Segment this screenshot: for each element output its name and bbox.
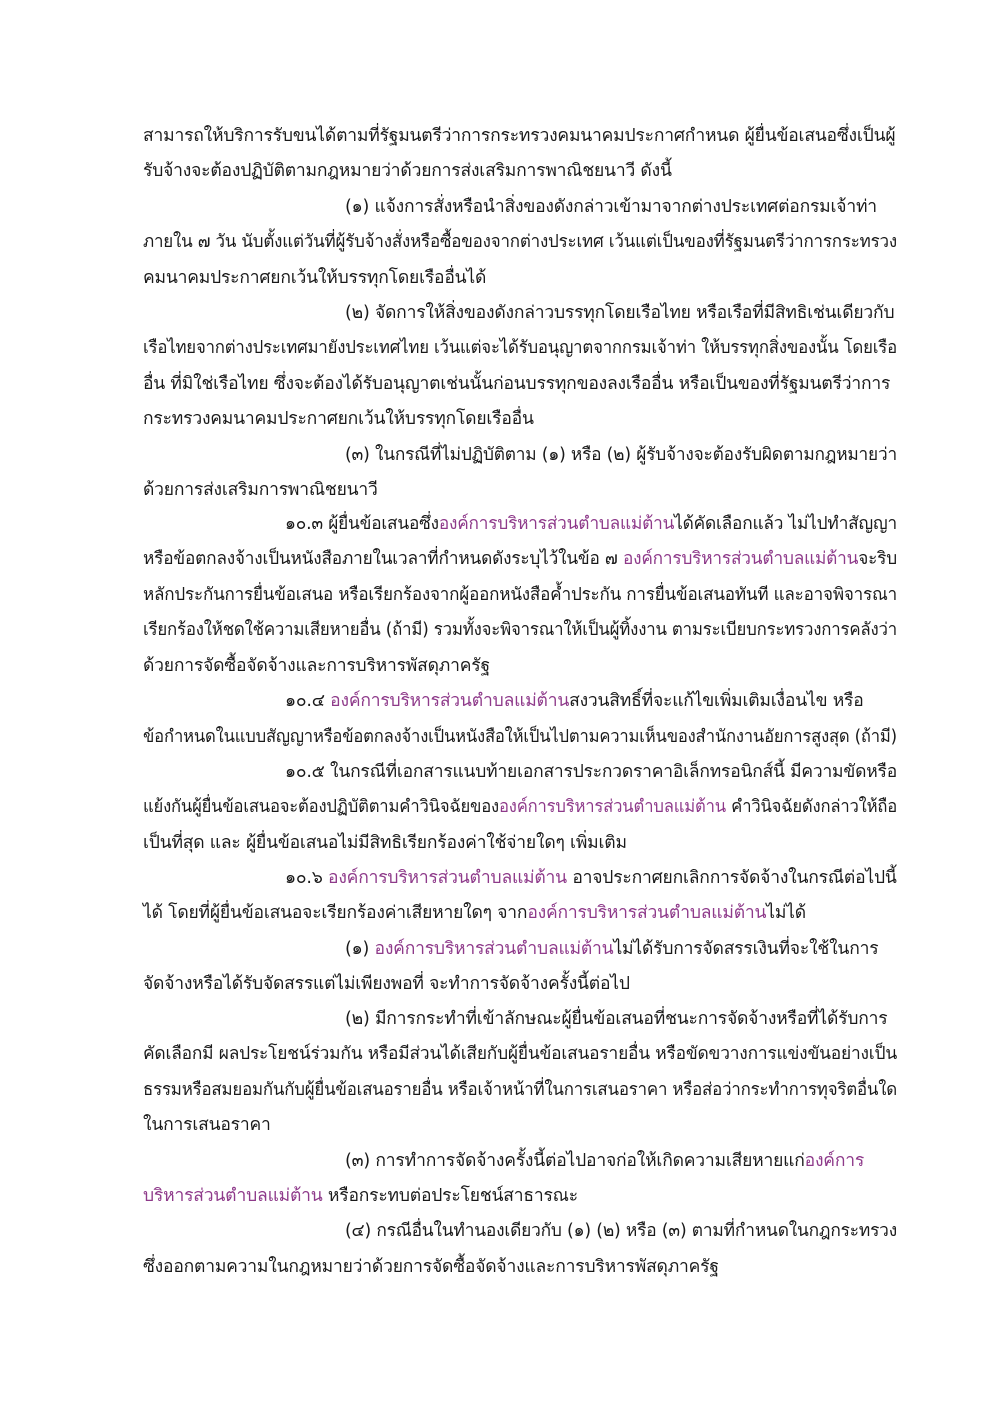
text-segment: (๑) xyxy=(345,939,375,959)
text-segment: อาจประกาศยกเลิกการจัดจ้างในกรณีต่อไปนี้ xyxy=(566,868,897,888)
text-segment: (๒) มีการกระทำที่เข้าลักษณะผู้ยื่นข้อเสนอที่ชนะการจัดจ้างหรือที่ได้รับการ xyxy=(345,1009,888,1029)
text-segment: ด้วยการจัดซื้อจัดจ้างและการบริหารพัสดุภาครัฐ xyxy=(143,656,490,676)
text-line xyxy=(143,1076,897,1104)
organization-name: องค์การ xyxy=(804,1151,865,1171)
text-segment: (๒) จัดการให้สิ่งของดังกล่าวบรรทุกโดยเรือไทย หรือเรือที่มีสิทธิเช่นเดียวกับ xyxy=(345,303,895,323)
text-line xyxy=(143,476,378,504)
text-line xyxy=(285,864,897,892)
organization-name: บริหารส่วนตำบลแม่ต้าน xyxy=(143,1186,323,1206)
text-segment: ด้วยการส่งเสริมการพาณิชยนาวี xyxy=(143,480,378,500)
text-segment: รับจ้างจะต้องปฏิบัติตามกฎหมายว่าด้วยการส่งเสริมการพาณิชยนาวี ดังนี้ xyxy=(143,161,672,181)
text-segment: ในการเสนอราคา xyxy=(143,1115,271,1135)
text-segment: ได้ โดยที่ผู้ยื่นข้อเสนอจะเรียกร้องค่าเสียหายใดๆ จาก xyxy=(143,903,528,923)
organization-name: องค์การบริหารส่วนตำบลแม่ต้าน xyxy=(498,797,726,817)
text-segment: สงวนสิทธิ์ที่จะแก้ไขเพิ่มเติมเงื่อนไข หรือ xyxy=(569,691,864,711)
text-line xyxy=(143,122,895,150)
text-line xyxy=(143,793,897,821)
text-line xyxy=(143,334,897,362)
text-segment: จะริบ xyxy=(858,549,897,569)
text-line xyxy=(143,899,806,927)
text-segment: ไม่ได้รับการจัดสรรเงินที่จะใช้ในการ xyxy=(613,939,879,959)
text-segment: กระทรวงคมนาคมประกาศยกเว้นให้บรรทุกโดยเรืออื่น xyxy=(143,409,534,429)
text-segment: ไม่ได้ xyxy=(766,903,806,923)
text-segment: (๔) กรณีอื่นในทำนองเดียวกับ (๑) (๒) หรือ (๓) ตามที่กำหนดในกฎกระทรวง xyxy=(345,1221,897,1241)
text-segment: หรือกระทบต่อประโยชน์สาธารณะ xyxy=(322,1186,578,1206)
text-line xyxy=(143,545,897,573)
text-segment: เรียกร้องให้ชดใช้ความเสียหายอื่น (ถ้ามี) รวมทั้งจะพิจารณาให้เป็นผู้ทิ้งงาน ตามระเบียบกระทรวงการคลังว่า xyxy=(143,620,898,640)
text-line xyxy=(143,1253,719,1281)
text-line xyxy=(143,157,672,185)
text-line xyxy=(143,723,897,751)
text-segment: (๓) การทำการจัดจ้างครั้งนี้ต่อไปอาจก่อให้เกิดความเสียหายแก่ xyxy=(345,1151,805,1171)
text-line xyxy=(345,193,877,221)
text-line xyxy=(143,970,630,998)
text-line xyxy=(345,1005,887,1033)
text-segment: (๑) แจ้งการสั่งหรือนำสิ่งของดังกล่าวเข้ามาจากต่างประเทศต่อกรมเจ้าท่า xyxy=(345,197,877,217)
text-segment: เรือไทยจากต่างประเทศมายังประเทศไทย เว้นแต่จะได้รับอนุญาตจากกรมเจ้าท่า ให้บรรทุกสิ่งของนั้น โดยเรือ xyxy=(143,338,897,358)
text-line xyxy=(143,829,627,857)
organization-name: องค์การบริหารส่วนตำบลแม่ต้าน xyxy=(330,691,570,711)
text-line xyxy=(143,405,534,433)
organization-name: องค์การบริหารส่วนตำบลแม่ต้าน xyxy=(622,549,859,569)
text-segment: ๑๐.๖ xyxy=(285,868,329,888)
text-line xyxy=(345,935,878,963)
organization-name: องค์การบริหารส่วนตำบลแม่ต้าน xyxy=(527,903,767,923)
organization-name: องค์การบริหารส่วนตำบลแม่ต้าน xyxy=(438,514,675,534)
text-line xyxy=(143,652,490,680)
text-line xyxy=(143,581,897,609)
text-segment: เป็นที่สุด และ ผู้ยื่นข้อเสนอไม่มีสิทธิเรียกร้องค่าใช้จ่ายใดๆ เพิ่มเติม xyxy=(143,833,627,853)
text-line xyxy=(345,1217,897,1245)
text-segment: อื่น ที่มิใช่เรือไทย ซึ่งจะต้องได้รับอนุญาตเช่นนั้นก่อนบรรทุกของลงเรืออื่น หรือเป็นของที่รัฐมนตรีว่าการ xyxy=(143,374,891,394)
text-line xyxy=(143,228,897,256)
text-segment: หลักประกันการยื่นข้อเสนอ หรือเรียกร้องจากผู้ออกหนังสือค้ำประกัน การยื่นข้อเสนอทันที และอาจพิจารณา xyxy=(143,585,897,605)
text-line xyxy=(143,1111,271,1139)
text-segment: ข้อกำหนดในแบบสัญญาหรือข้อตกลงจ้างเป็นหนังสือให้เป็นไปตามความเห็นของสำนักงานอัยการสูงสุด (ถ้ามี) xyxy=(143,727,897,747)
text-segment: คมนาคมประกาศยกเว้นให้บรรทุกโดยเรืออื่นได้ xyxy=(143,268,487,288)
text-segment: ภายใน ๗ วัน นับตั้งแต่วันที่ผู้รับจ้างสั่งหรือซื้อของจากต่างประเทศ เว้นแต่เป็นของที่รัฐมนตรีว่าการกระทรวง xyxy=(143,232,897,252)
text-line xyxy=(285,510,897,538)
text-segment: แย้งกันผู้ยื่นข้อเสนอจะต้องปฏิบัติตามคำวินิจฉัยของ xyxy=(143,797,499,817)
text-segment: สามารถให้บริการรับขนได้ตามที่รัฐมนตรีว่าการกระทรวงคมนาคมประกาศกำหนด ผู้ยื่นข้อเสนอซึ่งเป็นผู้ xyxy=(143,126,896,146)
text-line xyxy=(143,1182,578,1210)
text-line xyxy=(345,299,894,327)
text-segment: คัดเลือกมี ผลประโยชน์ร่วมกัน หรือมีส่วนได้เสียกับผู้ยื่นข้อเสนอรายอื่น หรือขัดขวางการแข่งขันอย่างเป็น xyxy=(143,1044,898,1064)
text-line xyxy=(285,758,897,786)
text-segment: ธรรมหรือสมยอมกันกับผู้ยื่นข้อเสนอรายอื่น หรือเจ้าหน้าที่ในการเสนอราคา หรือส่อว่ากระทำการทุจริตอื่นใด xyxy=(143,1080,898,1100)
text-segment: คำวินิจฉัยดังกล่าวให้ถือ xyxy=(725,797,898,817)
text-segment: ๑๐.๕ ในกรณีที่เอกสารแนบท้ายเอกสารประกวดราคาอิเล็กทรอนิกส์นี้ มีความขัดหรือ xyxy=(285,762,897,782)
text-line xyxy=(345,441,897,469)
text-line xyxy=(345,1147,864,1175)
organization-name: องค์การบริหารส่วนตำบลแม่ต้าน xyxy=(374,939,614,959)
text-line xyxy=(285,687,864,715)
text-segment: ๑๐.๓ ผู้ยื่นข้อเสนอซึ่ง xyxy=(285,514,439,534)
text-segment: จัดจ้างหรือได้รับจัดสรรแต่ไม่เพียงพอที่ จะทำการจัดจ้างครั้งนี้ต่อไป xyxy=(143,974,630,994)
text-segment: ซึ่งออกตามความในกฎหมายว่าด้วยการจัดซื้อจัดจ้างและการบริหารพัสดุภาครัฐ xyxy=(143,1257,719,1277)
text-segment: (๓) ในกรณีที่ไม่ปฏิบัติตาม (๑) หรือ (๒) ผู้รับจ้างจะต้องรับผิดตามกฎหมายว่า xyxy=(345,445,897,465)
text-line xyxy=(143,370,890,398)
text-segment: ๑๐.๔ xyxy=(285,691,331,711)
text-segment: ได้คัดเลือกแล้ว ไม่ไปทำสัญญา xyxy=(674,514,897,534)
text-line xyxy=(143,1040,897,1068)
organization-name: องค์การบริหารส่วนตำบลแม่ต้าน xyxy=(328,868,567,888)
text-line xyxy=(143,616,897,644)
text-segment: หรือข้อตกลงจ้างเป็นหนังสือภายในเวลาที่กำหนดดังระบุไว้ในข้อ ๗ xyxy=(143,549,623,569)
text-line xyxy=(143,264,486,292)
